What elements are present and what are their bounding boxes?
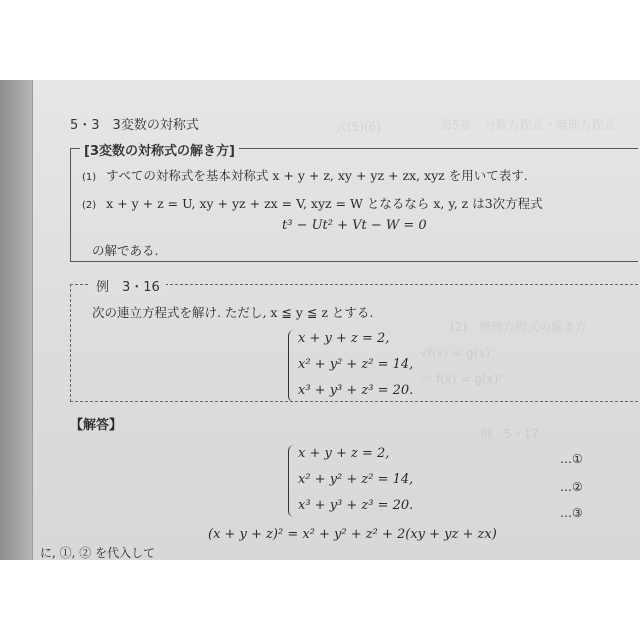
method-title: [3変数の対称式の解き方]	[80, 140, 239, 159]
equation-line: x³ + y³ + z³ = 20.	[298, 498, 414, 513]
answer-system	[298, 441, 413, 519]
item-number: (2)	[82, 200, 97, 211]
substitution-text: に, ①, ② を代入して	[40, 546, 156, 560]
item-text: x + y + z = U, xy + yz + zx = V, xyz = W となるなら x, y, z は3次方程式	[106, 196, 543, 211]
method-item-1	[82, 166, 528, 184]
example-system	[298, 326, 413, 404]
method-item-2	[82, 194, 543, 212]
brace	[288, 330, 296, 402]
equation-line: x + y + z = 2,	[298, 331, 390, 346]
book-spine-shadow	[0, 80, 36, 560]
answer-label: 【解答】	[70, 418, 123, 433]
method-closing: の解である.	[92, 243, 159, 258]
brace	[288, 445, 296, 517]
equation-marker: …②	[560, 480, 583, 494]
equation-line: x + y + z = 2,	[298, 446, 390, 461]
section-heading: 5・3 3変数の対称式	[70, 118, 199, 133]
example-title: 例 3・16	[90, 276, 166, 295]
cubic-equation: t³ − Ut² + Vt − W = 0	[282, 218, 427, 233]
ghost-text: 第5章 分数方程式・無理方程式	[440, 118, 616, 132]
example-problem: 次の連立方程式を解け. ただし, x ≦ y ≦ z とする.	[92, 305, 374, 320]
ghost-text: 例 5・17	[480, 427, 539, 441]
equation-marker: …③	[560, 506, 583, 520]
ghost-text: (2) 無理方程式の解き方	[450, 320, 587, 334]
ghost-text: ＝ f(x) = g(x)²	[420, 372, 504, 386]
identity-equation: (x + y + z)² = x² + y² + z² + 2(xy + yz + zx)	[208, 527, 497, 542]
equation-marker: …①	[560, 452, 583, 466]
item-text: すべての対称式を基本対称式 x + y + z, xy + yz + zx, xyz を用いて表す.	[106, 168, 528, 183]
page-bottom-background	[0, 560, 640, 640]
equation-line: x² + y² + z² = 14,	[298, 472, 414, 487]
equation-line: x² + y² + z² = 14,	[298, 357, 414, 372]
equation-line: x³ + y³ + z³ = 20.	[298, 383, 414, 398]
ghost-text: √f(x) = g(x)	[420, 346, 491, 360]
ghost-text: 式(5)(6)	[335, 120, 381, 134]
item-number: (1)	[82, 172, 97, 183]
